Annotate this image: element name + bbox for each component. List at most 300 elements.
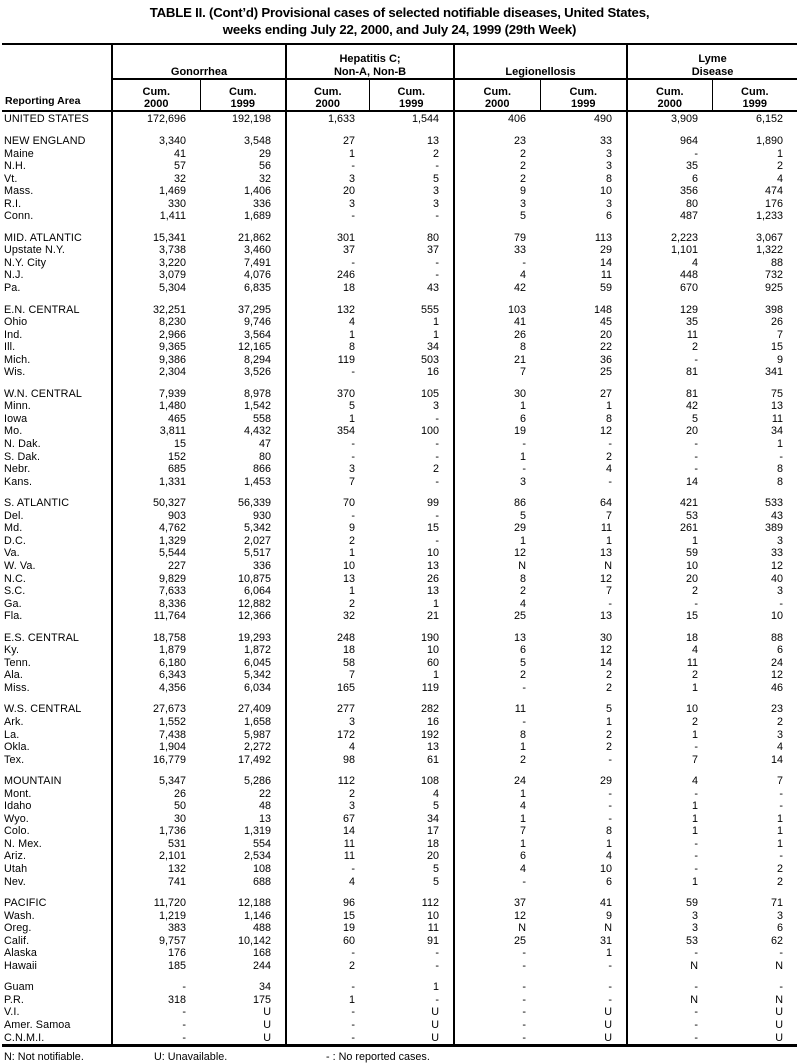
row-value-cell: 24 [454, 775, 540, 788]
row-value-cell: 558 [253, 412, 272, 425]
row-value-cell: 59 [627, 547, 712, 560]
row-value-cell: - [435, 269, 440, 282]
row-area-label: Ga. [4, 597, 22, 610]
row-value-cell: 7 [606, 585, 613, 598]
row-area-label: Upstate N.Y. [4, 244, 66, 257]
row-value-cell: 32,251 [112, 304, 200, 317]
row-area-label: Minn. [4, 400, 31, 413]
row-area-label: Ariz. [4, 850, 27, 863]
row-value-cell: - [454, 1019, 540, 1032]
row-value-cell: 32 [112, 173, 200, 186]
row-value-cell: 152 [112, 451, 200, 464]
row-value-cell: 4 [777, 741, 784, 754]
group-label-line1: Legionellosis [505, 65, 576, 78]
row-value-cell: 4,076 [243, 269, 272, 282]
row-value-cell: 383 [112, 922, 200, 935]
row-value-cell: 10 [286, 560, 369, 573]
row-value-cell: 43 [771, 509, 784, 522]
row-value-cell: 1 [627, 876, 712, 889]
spacer-cell [369, 766, 454, 775]
notifiable-diseases-table [2, 43, 797, 1047]
row-value-cell: - [454, 463, 540, 476]
table-spacer-row [2, 488, 797, 497]
row-value-cell: 172 [286, 729, 369, 742]
row-value-cell: 13 [286, 573, 369, 586]
spacer-cell [369, 972, 454, 981]
table-row-region [2, 497, 797, 510]
spacer-cell [627, 623, 712, 632]
row-area-label: S.C. [4, 585, 26, 598]
spacer-cell [112, 223, 200, 232]
row-area-label: UNITED STATES [4, 113, 89, 125]
row-value-cell: 60 [286, 935, 369, 948]
row-value-cell: 86 [454, 497, 540, 510]
row-value-cell: 5,286 [243, 775, 272, 788]
header-row-groups [2, 44, 797, 79]
header-cum-label: Cum. [483, 86, 512, 98]
table-row-total [2, 111, 797, 126]
row-area-label: Idaho [4, 800, 32, 813]
row-value-cell: 1 [286, 547, 369, 560]
row-value-cell: - [627, 981, 712, 994]
row-value-cell: 1 [627, 813, 712, 826]
row-value-cell: 13 [427, 135, 440, 147]
row-value-cell: 12 [454, 547, 540, 560]
row-value-cell: 168 [253, 947, 272, 960]
table-row [2, 366, 797, 379]
row-area-label: R.I. [4, 197, 22, 210]
row-value-cell: - [435, 438, 440, 451]
spacer-cell [369, 379, 454, 388]
table-row [2, 269, 797, 282]
row-value-cell: 1,544 [411, 113, 440, 125]
row-value-cell: 487 [627, 210, 712, 223]
row-value-cell: 5 [454, 657, 540, 670]
row-value-cell: 1,331 [112, 476, 200, 489]
row-value-cell: 2 [777, 160, 784, 173]
row-value-cell: 2 [433, 147, 440, 160]
spacer-cell [2, 694, 112, 703]
row-value-cell: 1 [777, 147, 784, 160]
row-value-cell: 11 [427, 922, 440, 935]
row-value-cell: - [627, 863, 712, 876]
row-value-cell: 11,720 [112, 897, 200, 910]
row-area-label: Mass. [4, 185, 34, 198]
row-value-cell: 13 [771, 400, 784, 413]
row-value-cell: 13 [259, 812, 272, 825]
spacer-cell [369, 694, 454, 703]
row-value-cell: 29 [600, 775, 613, 788]
spacer-cell [112, 126, 200, 135]
row-value-cell: 19 [454, 425, 540, 438]
row-value-cell: 27,409 [237, 703, 272, 716]
row-value-cell: 1 [454, 535, 540, 548]
row-value-cell: 192,198 [231, 113, 272, 125]
row-value-cell: 33 [454, 244, 540, 257]
row-value-cell: 81 [627, 388, 712, 401]
row-value-cell: 1 [286, 329, 369, 342]
row-value-cell: 2 [606, 728, 613, 741]
row-value-cell: 2 [454, 173, 540, 186]
row-value-cell: 6,152 [756, 113, 784, 125]
row-value-cell: 6 [454, 644, 540, 657]
header-year-label: 1999 [399, 98, 424, 110]
row-value-cell: 61 [427, 753, 440, 766]
column-group-gonorrhea [112, 44, 286, 79]
row-value-cell: 15 [112, 438, 200, 451]
row-value-cell: 75 [771, 387, 784, 400]
row-value-cell: N [604, 559, 613, 572]
footnote-not-notifiable: N: Not notifiable. [4, 1051, 84, 1063]
row-area-label: NEW ENGLAND [4, 135, 86, 147]
header-cum-label: Cum. [397, 86, 426, 98]
row-value-cell: 4,432 [243, 425, 272, 438]
row-value-cell: - [627, 1019, 712, 1032]
row-value-cell: 1,406 [243, 185, 272, 198]
row-value-cell: 14 [286, 825, 369, 838]
row-value-cell: 12 [600, 425, 613, 438]
row-value-cell: 4 [286, 741, 369, 754]
spacer-cell [540, 623, 627, 632]
table-row [2, 185, 797, 198]
table-row [2, 282, 797, 295]
spacer-cell [454, 623, 540, 632]
row-value-cell: - [627, 838, 712, 851]
row-value-cell: 18 [627, 632, 712, 645]
row-area-label: MOUNTAIN [4, 775, 62, 788]
row-value-cell: 1,469 [112, 185, 200, 198]
row-value-cell: 6 [606, 875, 613, 888]
row-value-cell: - [627, 850, 712, 863]
row-value-cell: U [540, 1032, 627, 1046]
row-value-cell: 5,347 [112, 775, 200, 788]
row-value-cell: - [779, 850, 784, 863]
spacer-cell [454, 379, 540, 388]
row-value-cell: - [779, 947, 784, 960]
spacer-cell [200, 888, 286, 897]
row-value-cell: 45 [600, 316, 613, 329]
row-value-cell: 1 [454, 400, 540, 413]
table-row [2, 598, 797, 611]
row-value-cell: 3 [606, 197, 613, 210]
row-value-cell: 8 [606, 172, 613, 185]
spacer-cell [112, 972, 200, 981]
table-row [2, 994, 797, 1007]
row-value-cell: 398 [765, 303, 784, 316]
row-value-cell: 32 [259, 172, 272, 185]
row-value-cell: - [608, 787, 613, 800]
row-value-cell: 421 [627, 497, 712, 510]
row-value-cell: 7,939 [112, 388, 200, 401]
table-spacer-row [2, 972, 797, 981]
row-value-cell: 3 [606, 147, 613, 160]
row-value-cell: 3 [286, 716, 369, 729]
row-value-cell: 10 [427, 909, 440, 922]
row-value-cell: 10,875 [237, 572, 272, 585]
row-value-cell: 2,027 [243, 534, 272, 547]
row-value-cell: U [604, 1006, 613, 1019]
row-area-label: Ind. [4, 328, 23, 341]
row-value-cell: 17,492 [237, 753, 272, 766]
spacer-cell [200, 223, 286, 232]
row-value-cell: 6,835 [243, 282, 272, 295]
row-value-cell: 1 [606, 947, 613, 960]
row-area-label: C.N.M.I. [2, 1032, 112, 1046]
row-value-cell: 10 [600, 185, 613, 198]
row-area-label: MID. ATLANTIC [4, 231, 82, 244]
row-value-cell: 1 [433, 328, 440, 341]
row-value-cell: - [286, 981, 369, 994]
row-value-cell: - [627, 354, 712, 367]
spacer-cell [712, 223, 797, 232]
row-value-cell: 105 [421, 387, 440, 400]
row-value-cell: 13 [427, 741, 440, 754]
header-lyme-disease-cum-1999 [712, 79, 797, 111]
row-value-cell: 12 [600, 572, 613, 585]
row-value-cell: 7,633 [112, 585, 200, 598]
row-value-cell: 1,322 [756, 244, 784, 257]
table-spacer-row [2, 126, 797, 135]
row-value-cell: 31 [600, 934, 613, 947]
row-value-cell: 246 [286, 269, 369, 282]
row-value-cell: 10 [600, 862, 613, 875]
spacer-cell [369, 295, 454, 304]
row-value-cell: 21,862 [237, 231, 272, 244]
header-gonorrhea-cum-2000 [112, 79, 200, 111]
row-value-cell: 80 [427, 231, 440, 244]
row-value-cell: 5 [433, 800, 440, 813]
row-area-label: Kans. [4, 475, 33, 488]
row-value-cell: 13 [600, 547, 613, 560]
row-value-cell: 8 [777, 475, 784, 488]
spacer-cell [2, 766, 112, 775]
table-row [2, 1006, 797, 1019]
table-row [2, 960, 797, 973]
table-spacer-row [2, 623, 797, 632]
row-value-cell: 2,223 [627, 232, 712, 245]
row-value-cell: 282 [421, 703, 440, 716]
row-area-label: Guam [4, 981, 34, 994]
row-value-cell: 4 [433, 787, 440, 800]
row-value-cell: 3,811 [112, 425, 200, 438]
row-value-cell: 6,343 [112, 669, 200, 682]
row-value-cell: 465 [112, 413, 200, 426]
row-value-cell: 2 [286, 788, 369, 801]
row-value-cell: 33 [600, 135, 613, 147]
row-value-cell: 3 [433, 197, 440, 210]
row-value-cell: 7 [286, 669, 369, 682]
row-value-cell: 41 [112, 148, 200, 161]
row-value-cell: 18 [286, 282, 369, 295]
row-value-cell: - [627, 438, 712, 451]
row-value-cell: 474 [765, 185, 784, 198]
row-area-label: Maine [4, 147, 34, 160]
row-value-cell: 190 [421, 631, 440, 644]
row-value-cell: 2,101 [112, 850, 200, 863]
row-area-label: Wash. [4, 909, 35, 922]
table-row [2, 585, 797, 598]
row-value-cell: 29 [259, 147, 272, 160]
row-area-label: Ill. [4, 341, 16, 354]
header-legionellosis-cum-2000 [454, 79, 540, 111]
row-value-cell: 27 [600, 387, 613, 400]
row-value-cell: 8 [286, 341, 369, 354]
row-value-cell: 6,180 [112, 657, 200, 670]
row-value-cell: 3,738 [112, 244, 200, 257]
row-value-cell: - [608, 959, 613, 972]
table-row [2, 560, 797, 573]
row-value-cell: 3 [606, 160, 613, 173]
row-value-cell: 42 [627, 400, 712, 413]
table-spacer-row [2, 379, 797, 388]
row-value-cell: 1 [777, 812, 784, 825]
row-value-cell: 5,544 [112, 547, 200, 560]
row-value-cell: 43 [427, 282, 440, 295]
table-row-region [2, 232, 797, 245]
row-value-cell: - [435, 450, 440, 463]
row-value-cell: 7 [286, 476, 369, 489]
table-row-region [2, 632, 797, 645]
row-value-cell: - [286, 210, 369, 223]
row-value-cell: 46 [771, 681, 784, 694]
row-value-cell: 50 [112, 800, 200, 813]
row-value-cell: - [112, 981, 200, 994]
row-value-cell: 533 [765, 497, 784, 510]
row-value-cell: 91 [427, 934, 440, 947]
row-value-cell: 79 [454, 232, 540, 245]
table-row [2, 922, 797, 935]
row-value-cell: 60 [427, 656, 440, 669]
row-value-cell: 4 [454, 269, 540, 282]
spacer-cell [712, 379, 797, 388]
row-value-cell: 59 [627, 897, 712, 910]
row-value-cell: - [435, 993, 440, 1006]
row-value-cell: 172,696 [112, 111, 200, 126]
spacer-cell [627, 972, 712, 981]
row-value-cell: 5,517 [243, 547, 272, 560]
row-value-cell: N [627, 994, 712, 1007]
table-row [2, 863, 797, 876]
row-value-cell: - [286, 863, 369, 876]
row-value-cell: 185 [112, 960, 200, 973]
row-value-cell: - [435, 210, 440, 223]
row-value-cell: - [454, 438, 540, 451]
row-value-cell: 3 [286, 198, 369, 211]
spacer-cell [286, 488, 369, 497]
row-value-cell: 8,294 [243, 353, 272, 366]
row-value-cell: 389 [765, 522, 784, 535]
row-value-cell: 2 [286, 535, 369, 548]
row-value-cell: 12 [600, 644, 613, 657]
row-value-cell: 2 [606, 450, 613, 463]
row-value-cell: 2 [627, 716, 712, 729]
row-value-cell: 3,460 [243, 244, 272, 257]
table-row-region [2, 388, 797, 401]
row-value-cell: 1 [454, 813, 540, 826]
spacer-cell [454, 694, 540, 703]
row-value-cell: - [454, 981, 540, 994]
row-area-label: Nebr. [4, 463, 31, 476]
row-value-cell: 227 [112, 560, 200, 573]
row-value-cell: - [435, 256, 440, 269]
row-value-cell: 9,757 [112, 935, 200, 948]
row-value-cell: 175 [253, 993, 272, 1006]
row-value-cell: 3 [286, 173, 369, 186]
row-value-cell: 148 [594, 303, 613, 316]
spacer-cell [112, 488, 200, 497]
row-value-cell: 1,480 [112, 400, 200, 413]
row-value-cell: 18 [427, 837, 440, 850]
row-value-cell: 12 [771, 559, 784, 572]
row-value-cell: 24 [771, 656, 784, 669]
header-hepatitis-c-cum-1999 [369, 79, 454, 111]
table-row [2, 413, 797, 426]
spacer-cell [369, 223, 454, 232]
row-value-cell: 32 [286, 610, 369, 623]
row-area-label: W.S. CENTRAL [4, 703, 82, 716]
row-value-cell: 5 [606, 703, 613, 716]
row-value-cell: - [454, 960, 540, 973]
spacer-cell [286, 295, 369, 304]
row-value-cell: 48 [259, 800, 272, 813]
group-label-line2: Disease [691, 65, 734, 78]
row-area-label: Miss. [4, 681, 30, 694]
row-area-label: Calif. [4, 934, 30, 947]
row-value-cell: - [454, 876, 540, 889]
row-value-cell: 2 [606, 681, 613, 694]
header-year-label: 2000 [315, 98, 340, 110]
row-value-cell: - [286, 510, 369, 523]
row-value-cell: 13 [427, 585, 440, 598]
row-value-cell: 192 [421, 728, 440, 741]
spacer-cell [540, 888, 627, 897]
row-value-cell: 25 [454, 935, 540, 948]
table-header [2, 44, 797, 111]
row-value-cell: 5 [627, 413, 712, 426]
table-spacer-row [2, 766, 797, 775]
row-value-cell: 1,146 [243, 909, 272, 922]
row-value-cell: 2 [777, 862, 784, 875]
row-value-cell: 1 [454, 451, 540, 464]
spacer-cell [2, 888, 112, 897]
row-value-cell: 1 [627, 682, 712, 695]
row-area-label: S. Dak. [4, 450, 41, 463]
row-value-cell: 2 [777, 715, 784, 728]
row-value-cell: 27,673 [112, 703, 200, 716]
row-value-cell: U [775, 1006, 784, 1019]
table-row [2, 341, 797, 354]
spacer-cell [712, 295, 797, 304]
table-row [2, 198, 797, 211]
row-area-label: N. Mex. [4, 837, 42, 850]
row-area-label: N.H. [4, 160, 26, 173]
row-value-cell: - [454, 1032, 540, 1046]
row-value-cell: - [627, 1032, 712, 1046]
table-row-region [2, 703, 797, 716]
row-value-cell: 2,272 [243, 741, 272, 754]
row-value-cell: - [627, 741, 712, 754]
table-row [2, 329, 797, 342]
row-value-cell: - [627, 148, 712, 161]
row-value-cell: 34 [771, 425, 784, 438]
row-value-cell: 6 [454, 413, 540, 426]
row-value-cell: 15,341 [112, 232, 200, 245]
row-value-cell: 56,339 [237, 497, 272, 510]
row-value-cell: 1 [627, 729, 712, 742]
row-value-cell: 1 [627, 535, 712, 548]
row-value-cell: 2 [454, 754, 540, 767]
spacer-cell [627, 694, 712, 703]
